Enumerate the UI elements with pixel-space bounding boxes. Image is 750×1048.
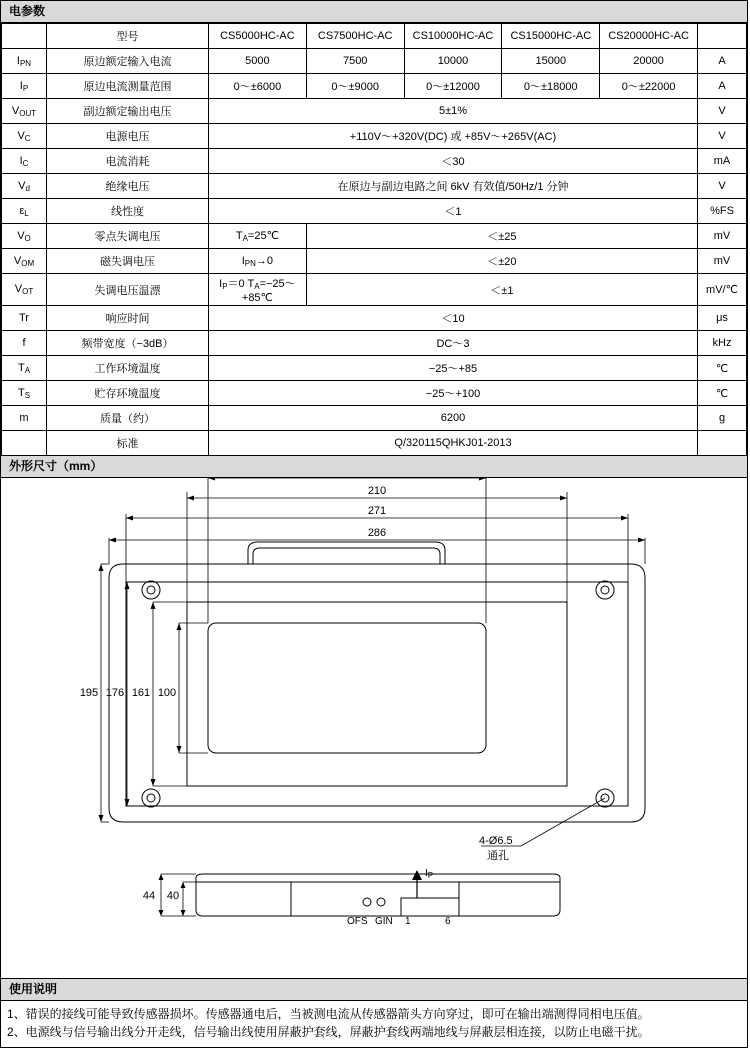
row-value: +110V～+320V(DC) 或 +85V～+265V(AC) (209, 124, 698, 149)
row-symbol: f (2, 331, 47, 356)
row-symbol: $I_P$ (2, 74, 47, 99)
row-name: 线性度 (47, 199, 209, 224)
dim-44: 44 (142, 890, 156, 902)
row-value-2: 7500 (306, 49, 404, 74)
dim-286: 286 (367, 527, 387, 539)
row-value-4: 15000 (502, 49, 600, 74)
table-row (2, 199, 747, 224)
row-condition: $T_A=25℃$ (209, 224, 307, 249)
table-row (2, 249, 747, 274)
row-unit: A (698, 49, 747, 74)
terminal-6: 6 (445, 916, 451, 927)
section-title-parameters: 电参数 (1, 1, 747, 23)
table-row (2, 49, 747, 74)
row-symbol: $I_{PN}$ (2, 49, 47, 74)
row-name: 响应时间 (47, 306, 209, 331)
row-value: DC～3 (209, 331, 698, 356)
row-unit: mV (698, 224, 747, 249)
row-value: ＜30 (209, 149, 698, 174)
row-symbol: $V_{OT}$ (2, 274, 47, 306)
row-symbol: $V_C$ (2, 124, 47, 149)
row-symbol: $T_S$ (2, 381, 47, 406)
row-symbol: Tr (2, 306, 47, 331)
table-row (2, 174, 747, 199)
row-symbol: $V_{OM}$ (2, 249, 47, 274)
row-name: 电流消耗 (47, 149, 209, 174)
row-unit (698, 431, 747, 456)
row-name: 失调电压温漂 (47, 274, 209, 306)
table-header-row (2, 24, 747, 49)
row-name: 零点失调电压 (47, 224, 209, 249)
hole-note-through: 通孔 (487, 850, 509, 862)
row-value: ＜±25 (306, 224, 697, 249)
table-row (2, 274, 747, 306)
row-unit: V (698, 99, 747, 124)
row-unit: V (698, 124, 747, 149)
row-name: 副边额定输出电压 (47, 99, 209, 124)
parameters-table (1, 23, 747, 456)
row-value-2: 0～±9000 (306, 74, 404, 99)
section-title-usage: 使用说明 (1, 979, 747, 1001)
row-symbol: $\varepsilon_L$ (2, 199, 47, 224)
row-value-5: 0～±22000 (600, 74, 698, 99)
row-symbol (2, 431, 47, 456)
row-name: 工作环境温度 (47, 356, 209, 381)
row-value-1: 5000 (209, 49, 307, 74)
table-row (2, 331, 747, 356)
row-unit: ℃ (698, 356, 747, 381)
row-symbol: $V_d$ (2, 174, 47, 199)
row-name: 磁失调电压 (47, 249, 209, 274)
row-name: 电源电压 (47, 124, 209, 149)
row-value: 在原边与副边电路之间 6kV 有效值/50Hz/1 分钟 (209, 174, 698, 199)
row-name: 原边额定输入电流 (47, 49, 209, 74)
row-symbol: $I_C$ (2, 149, 47, 174)
table-row (2, 431, 747, 456)
table-row (2, 306, 747, 331)
dim-161: 161 (131, 687, 151, 699)
table-row (2, 74, 747, 99)
table-row (2, 99, 747, 124)
row-symbol: $T_A$ (2, 356, 47, 381)
header-model-1: CS5000HC-AC (209, 24, 307, 49)
section-title-dimensions: 外形尺寸（mm） (1, 456, 747, 478)
dim-176: 176 (105, 687, 125, 699)
row-value: −25～+85 (209, 356, 698, 381)
row-symbol: $V_{OUT}$ (2, 99, 47, 124)
row-name: 标准 (47, 431, 209, 456)
row-unit: mV/℃ (698, 274, 747, 306)
table-row (2, 224, 747, 249)
row-value-1: 0～±6000 (209, 74, 307, 99)
row-unit: %FS (698, 199, 747, 224)
row-unit: mV (698, 249, 747, 274)
row-value: Q/320115QHKJ01-2013 (209, 431, 698, 456)
row-name: 质量（约） (47, 406, 209, 431)
row-value: 6200 (209, 406, 698, 431)
row-condition: $I_{PN}\to 0$ (209, 249, 307, 274)
row-value: −25～+100 (209, 381, 698, 406)
header-model-2: CS7500HC-AC (306, 24, 404, 49)
row-unit: A (698, 74, 747, 99)
row-value: ＜10 (209, 306, 698, 331)
row-condition: $I_P=0$ $T_A=-25\sim+85℃$ (209, 274, 307, 306)
terminal-gin: GIN (375, 916, 393, 927)
usage-line-1: 1、错误的接线可能导致传感器损坏。传感器通电后，当被测电流从传感器箭头方向穿过，即可在输出端测得同相电压值。 (7, 1007, 650, 1021)
row-name: 频带宽度（−3dB） (47, 331, 209, 356)
row-value-3: 10000 (404, 49, 502, 74)
row-name: 贮存环境温度 (47, 381, 209, 406)
label-ip: $I_P$ (425, 868, 434, 880)
table-row (2, 149, 747, 174)
table-row (2, 356, 747, 381)
header-model-3: CS10000HC-AC (404, 24, 502, 49)
row-symbol: m (2, 406, 47, 431)
table-row (2, 406, 747, 431)
row-unit: μs (698, 306, 747, 331)
row-unit: mA (698, 149, 747, 174)
table-row (2, 381, 747, 406)
dimension-drawing (1, 478, 747, 979)
header-model-5: CS20000HC-AC (600, 24, 698, 49)
header-unit (698, 24, 747, 49)
dim-100: 100 (157, 687, 177, 699)
row-value-4: 0～±18000 (502, 74, 600, 99)
dim-271: 271 (367, 505, 387, 517)
dim-210: 210 (367, 485, 387, 497)
row-name: 原边电流测量范围 (47, 74, 209, 99)
row-value: 5±1% (209, 99, 698, 124)
header-blank (2, 24, 47, 49)
row-unit: V (698, 174, 747, 199)
usage-text (1, 1001, 747, 1047)
terminal-1: 1 (405, 916, 411, 927)
header-model: 型号 (47, 24, 209, 49)
row-unit: ℃ (698, 381, 747, 406)
row-unit: g (698, 406, 747, 431)
row-name: 绝缘电压 (47, 174, 209, 199)
row-unit: kHz (698, 331, 747, 356)
row-value-3: 0～±12000 (404, 74, 502, 99)
hole-note-size: 4-Ø6.5 (479, 835, 513, 847)
dim-195: 195 (79, 687, 99, 699)
row-value: ＜1 (209, 199, 698, 224)
terminal-ofs: OFS (347, 916, 368, 927)
header-model-4: CS15000HC-AC (502, 24, 600, 49)
row-value-5: 20000 (600, 49, 698, 74)
row-value: ＜±20 (306, 249, 697, 274)
usage-line-2: 2、电源线与信号输出线分开走线，信号输出线使用屏蔽护套线，屏蔽护套线两端地线与屏蔽层相连接，以防止电磁干扰。 (7, 1025, 650, 1039)
table-row (2, 124, 747, 149)
row-value: ＜±1 (306, 274, 697, 306)
row-symbol: $V_O$ (2, 224, 47, 249)
dim-40: 40 (166, 890, 180, 902)
